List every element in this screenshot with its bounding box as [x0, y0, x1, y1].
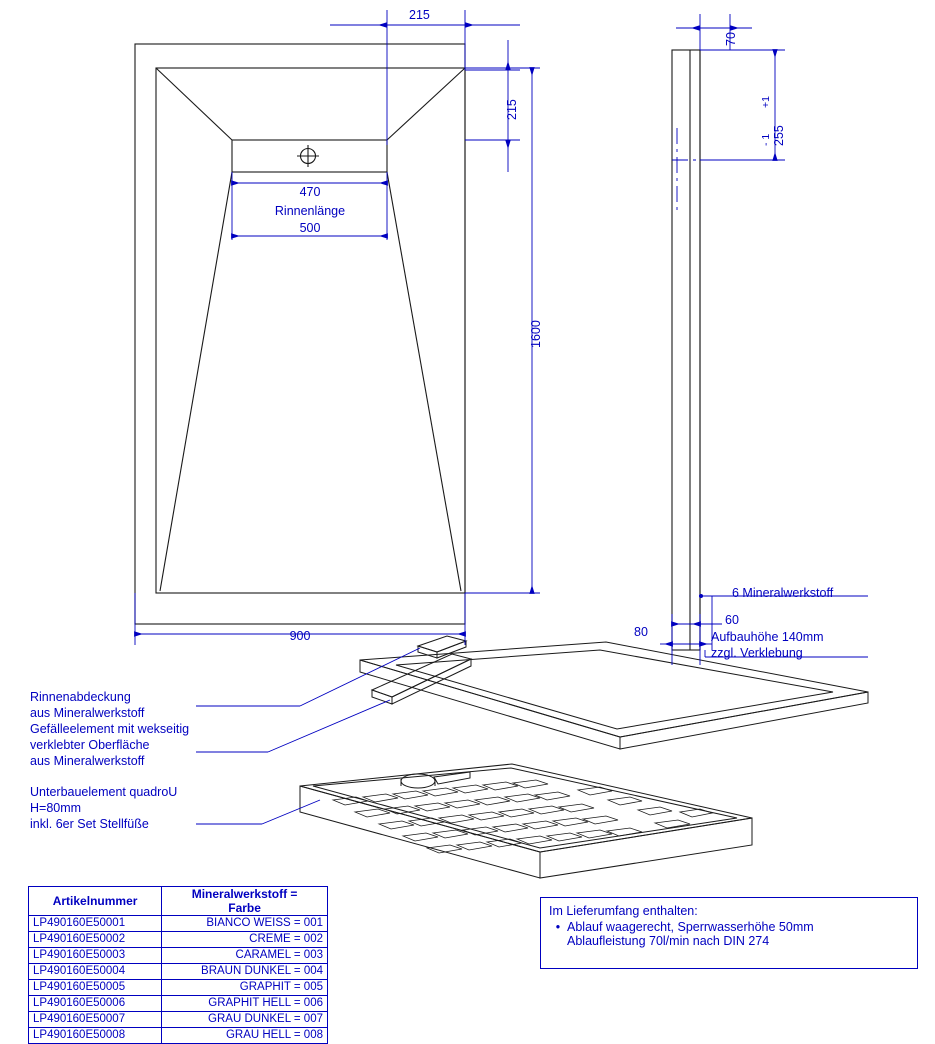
cell-color: GRAU DUNKEL = 007 [162, 1012, 328, 1028]
cell-article: LP490160E50006 [29, 996, 162, 1012]
delivery-line-1: Ablauf waagerecht, Sperrwasserhöhe 50mm [567, 920, 814, 934]
dim-60: 60 [725, 613, 739, 627]
delivery-title: Im Lieferumfang enthalten: [549, 904, 698, 918]
table-row [29, 996, 328, 1012]
bullet-spacer [549, 934, 567, 948]
label-rinnenlaenge: Rinnenlänge [274, 204, 346, 218]
dim-tray-length: 1600 [529, 320, 543, 348]
dim-channel-length: 500 [299, 221, 321, 235]
callout-sub-line2: H=80mm [30, 801, 82, 815]
table-row [29, 1028, 328, 1044]
table-row [29, 1012, 328, 1028]
cell-color: BRAUN DUNKEL = 004 [162, 964, 328, 980]
callout-cover-line2: aus Mineralwerkstoff [30, 706, 145, 720]
label-build-height-2: zzgl. Verklebung [711, 646, 803, 660]
cell-article: LP490160E50007 [29, 1012, 162, 1028]
delivery-line-2-row [549, 934, 909, 948]
dim-tray-width: 900 [289, 629, 311, 643]
delivery-line-2: Ablaufleistung 70l/min nach DIN 274 [567, 934, 770, 948]
cell-color: BIANCO WEISS = 001 [162, 916, 328, 932]
bullet-icon: • [555, 920, 561, 934]
cell-article: LP490160E50004 [29, 964, 162, 980]
cell-article: LP490160E50001 [29, 916, 162, 932]
dim-channel-clear: 470 [299, 185, 321, 199]
delivery-bullet-row [549, 920, 909, 934]
callout-slope-line2: verklebter Oberfläche [30, 738, 150, 752]
callout-sub-line3: inkl. 6er Set Stellfüße [30, 817, 149, 831]
cell-color: CARAMEL = 003 [162, 948, 328, 964]
header-material-line1: Mineralwerkstoff = [191, 887, 298, 901]
dim-side-tol-minus: - 1 [760, 133, 772, 146]
callout-slope-line3: aus Mineralwerkstoff [30, 754, 145, 768]
table-row [29, 932, 328, 948]
cell-color: CREME = 002 [162, 932, 328, 948]
label-build-height-1: Aufbauhöhe 140mm [711, 630, 824, 644]
table-row [29, 964, 328, 980]
dim-top-offset: 215 [409, 8, 430, 22]
callout-sub-line1: Unterbauelement quadroU [30, 785, 178, 799]
dim-80: 80 [634, 625, 648, 639]
cell-color: GRAPHIT HELL = 006 [162, 996, 328, 1012]
cell-article: LP490160E50003 [29, 948, 162, 964]
header-material-color [162, 887, 328, 916]
callout-slope-line1: Gefälleelement mit wekseitig [30, 722, 190, 736]
cell-article: LP490160E50002 [29, 932, 162, 948]
table-row [29, 916, 328, 932]
article-table-body [29, 916, 328, 1044]
dim-side-top: 70 [724, 32, 738, 46]
article-table [28, 886, 328, 1044]
dim-side-height: 255 [772, 125, 786, 146]
cell-article: LP490160E50005 [29, 980, 162, 996]
table-row [29, 980, 328, 996]
header-article-number: Artikelnummer [29, 887, 162, 916]
header-material-line2: Farbe [228, 901, 261, 915]
cell-article: LP490160E50008 [29, 1028, 162, 1044]
table-row [29, 948, 328, 964]
cell-color: GRAU HELL = 008 [162, 1028, 328, 1044]
table-header-row [29, 887, 328, 916]
cell-color: GRAPHIT = 005 [162, 980, 328, 996]
dim-channel-inset: 215 [505, 99, 519, 120]
delivery-scope-box [540, 897, 918, 969]
callout-cover-line1: Rinnenabdeckung [30, 690, 131, 704]
label-material-thickness: 6 Mineralwerkstoff [732, 586, 834, 600]
dim-side-tol-plus: +1 [760, 96, 772, 108]
